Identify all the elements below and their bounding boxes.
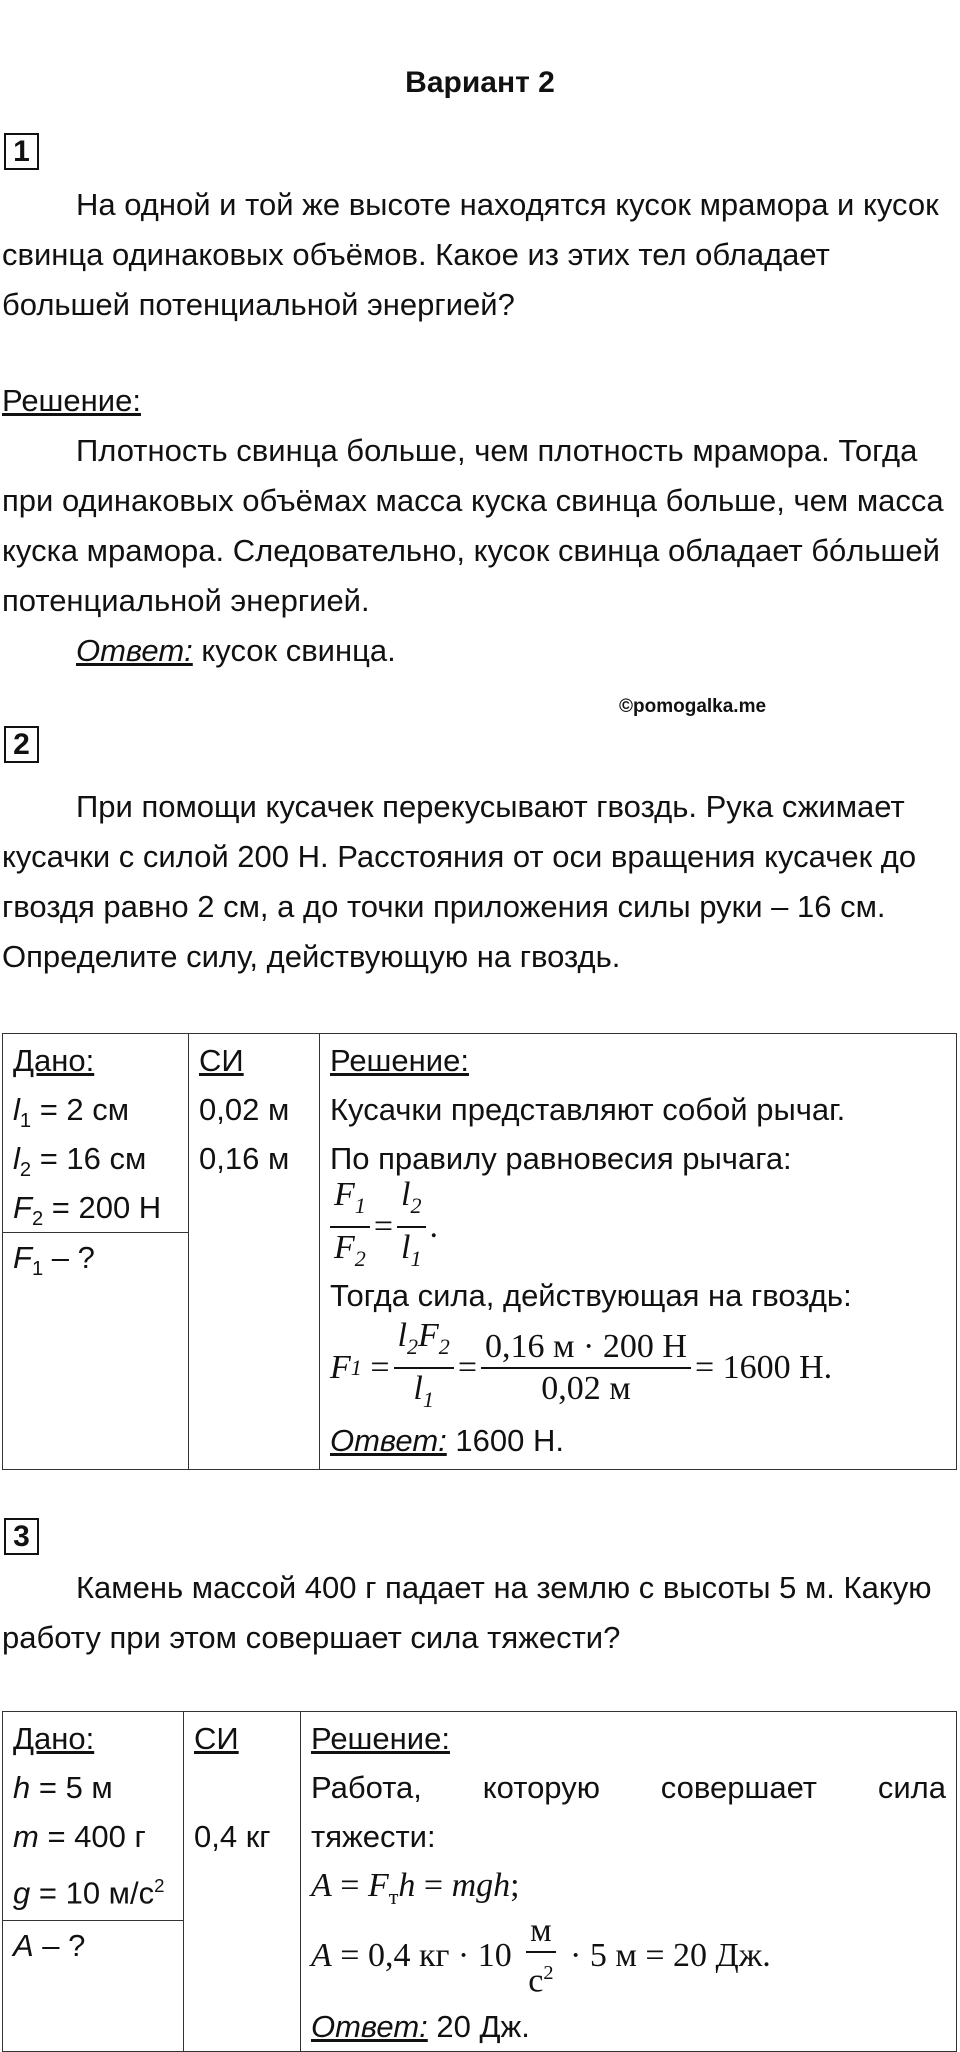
task3-find: A – ? — [13, 1928, 86, 1963]
task3-question: Камень массой 400 г падает на землю с высоты 5 м. Какую работу при этом совершает сила тяжести? — [2, 1570, 932, 1655]
task-number-1: 1 — [4, 133, 39, 170]
task2-solution-cell — [320, 1034, 957, 1470]
page-title: Вариант 2 — [405, 66, 555, 99]
task3-answer: 20 Дж. — [436, 2009, 530, 2044]
task1-solution-label: Решение: — [2, 383, 141, 418]
task2-given-l2: $l_2 = 16$ см — [13, 1141, 147, 1182]
task2-given-f2: $F_2 = 200$ Н — [13, 1190, 162, 1231]
task1-question-block — [2, 180, 952, 330]
task3-si-label: СИ — [194, 1721, 239, 1756]
task3-solution-cell — [301, 1712, 957, 2052]
task3-given-h: h = 5 м — [13, 1770, 113, 1805]
task3-given-g: g = 10 $м/с^2$ — [13, 1875, 165, 1911]
task2-table — [2, 1033, 957, 1470]
task2-solution-line-2: По правилу равновесия рычага: — [330, 1141, 792, 1176]
task2-solution-label: Решение: — [330, 1043, 469, 1078]
task3-si-cell — [184, 1712, 301, 2052]
task-number-3: 3 — [4, 1518, 39, 1555]
task2-given-label: Дано: — [13, 1043, 95, 1078]
task1-answer: кусок свинца. — [201, 633, 396, 668]
task3-find-cell — [3, 1921, 184, 2052]
task2-lever-formula: $\frac{F_1}{F_2}$ = $\frac{l_2}{l_1}$ . — [330, 1183, 946, 1271]
task2-force-formula: F 1 = $\frac{l_2F_2}{l_1}$ = $\frac{0,16 м \cdot 200 Н}{0,02 м}$ = 1600 Н. — [330, 1317, 833, 1412]
task3-solution-line-2: тяжести: — [311, 1819, 436, 1854]
task3-given-m: m = 400 г — [13, 1819, 146, 1854]
watermark: ©pomogalka.me — [619, 696, 767, 717]
task1-solution-block — [2, 376, 952, 676]
task3-given-cell — [3, 1712, 184, 1921]
task3-si-m: 0,4 кг — [194, 1819, 271, 1854]
task3-answer-label: Ответ: — [311, 2009, 428, 2044]
task-number-2: 2 — [4, 726, 39, 763]
task2-answer-label: Ответ: — [330, 1423, 447, 1458]
task2-solution-line-3: Тогда сила, действующая на гвоздь: — [330, 1278, 852, 1313]
task1-answer-label: Ответ: — [76, 633, 193, 668]
task2-question-block — [2, 782, 952, 982]
task2-answer: 1600 Н. — [455, 1423, 564, 1458]
task3-work-formula: $A = F_тh$ = mgh; — [311, 1867, 520, 1909]
task2-si-cell — [189, 1034, 320, 1470]
task3-table — [2, 1711, 957, 2052]
task2-si-label: СИ — [199, 1043, 244, 1078]
task2-si-l1: 0,02 м — [199, 1092, 290, 1127]
task3-question-block — [2, 1563, 952, 1663]
task3-calc-formula: A = 0,4 кг · 10 $\frac{м}{с^2}$ · 5 м = 20 Дж. — [311, 1911, 771, 2000]
task1-solution: Плотность свинца больше, чем плотность мрамора. Тогда при одинаковых объёмах масса куска свинца больше, чем масса куска мрамора. Следовательно, кусок свинца обладает бóльшей потенциальной энергией. — [2, 433, 944, 618]
task2-solution-line-1: Кусачки представляют собой рычаг. — [330, 1092, 846, 1127]
task2-given-l1: $l_1 = 2$ см — [13, 1092, 130, 1133]
task2-si-l2: 0,16 м — [199, 1141, 290, 1176]
task2-find: $F_1$ – ? — [13, 1240, 95, 1281]
task3-given-label: Дано: — [13, 1721, 95, 1756]
task3-solution-label: Решение: — [311, 1721, 450, 1756]
task1-question: На одной и той же высоте находятся кусок мрамора и кусок свинца одинаковых объёмов. Какое из этих тел обладает большей потенциальной энергией? — [2, 187, 939, 322]
task3-solution-line-1: Работа, которую совершает сила — [311, 1770, 946, 1805]
task2-question: При помощи кусачек перекусывают гвоздь. Рука сжимает кусачки с силой 200 Н. Расстояния от оси вращения кусачек до гвоздя равно 2 см, а до точки приложения силы руки – 16 см. Определите силу, действующую на гвоздь. — [2, 789, 917, 974]
task2-given-cell — [3, 1034, 189, 1233]
task2-find-cell — [3, 1233, 189, 1470]
